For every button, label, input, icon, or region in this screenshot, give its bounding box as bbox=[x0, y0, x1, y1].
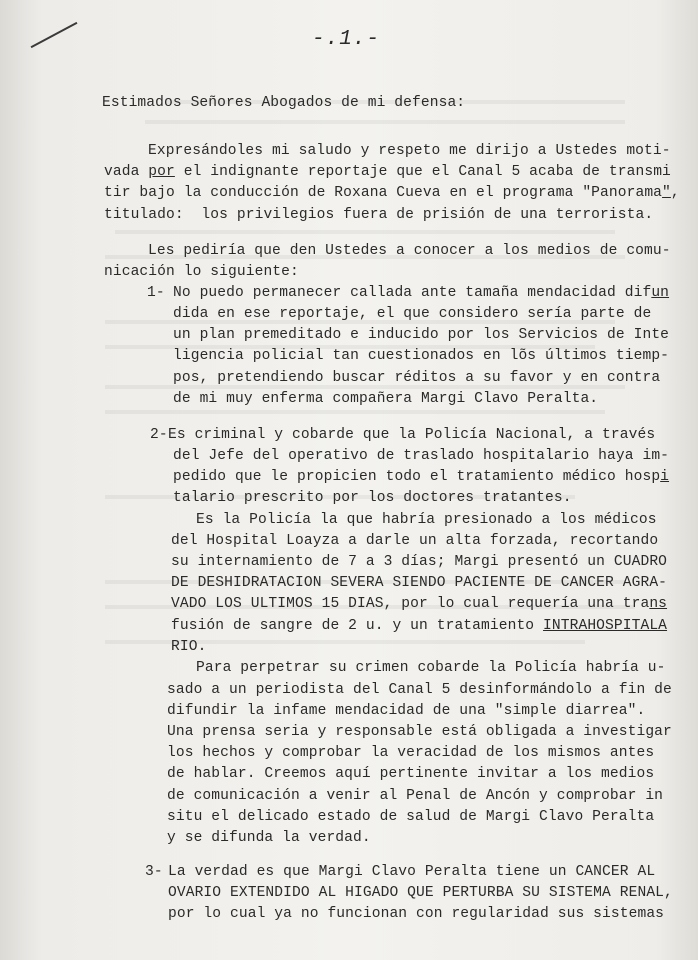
text-line: VADO LOS ULTIMOS 15 DIAS, por lo cual requería una trans bbox=[171, 596, 668, 612]
text-line: un plan premeditado e inducido por los Servicios de Inte bbox=[173, 327, 670, 343]
text-line: los hechos y comprobar la veracidad de los mismos antes bbox=[167, 745, 655, 761]
text-line: Una prensa seria y responsable está obligada a investigar bbox=[167, 724, 672, 740]
text-line: RIO. bbox=[171, 639, 207, 655]
text-line: del Jefe del operativo de traslado hospitalario haya im- bbox=[173, 448, 670, 464]
text-line: situ el delicado estado de salud de Margi Clavo Peralta bbox=[167, 809, 655, 825]
list-marker: 1- bbox=[147, 285, 165, 301]
text-line: dida en ese reportaje, el que considero sería parte de bbox=[173, 306, 652, 322]
text-line: OVARIO EXTENDIDO AL HIGADO QUE PERTURBA SU SISTEMA RENAL, bbox=[168, 885, 673, 901]
text-line: La verdad es que Margi Clavo Peralta tiene un CANCER AL bbox=[168, 864, 656, 880]
text-line: tir bajo la conducción de Roxana Cueva en el programa "Panorama", bbox=[104, 185, 680, 201]
text-line: talario prescrito por los doctores tratantes. bbox=[173, 490, 572, 506]
text-line: pos, pretendiendo buscar réditos a su favor y en contra bbox=[173, 370, 661, 386]
text-line: DE DESHIDRATACION SEVERA SIENDO PACIENTE DE CANCER AGRA- bbox=[171, 575, 668, 591]
list-marker: 2- bbox=[150, 427, 168, 443]
text-line: Les pediría que den Ustedes a conocer a los medios de comu- bbox=[148, 243, 671, 259]
text-line: de comunicación a venir al Penal de Ancón y comprobar in bbox=[167, 788, 664, 804]
text-line: difundir la infame mendacidad de una "simple diarrea". bbox=[167, 703, 646, 719]
text-line: Es criminal y cobarde que la Policía Nacional, a través bbox=[168, 427, 656, 443]
text-line: nicación lo siguiente: bbox=[104, 264, 299, 280]
text-line: del Hospital Loayza a darle un alta forzada, recortando bbox=[171, 533, 659, 549]
text-line: fusión de sangre de 2 u. y un tratamiento INTRAHOSPITALA bbox=[171, 618, 668, 634]
text-line: Es la Policía la que habría presionado a los médicos bbox=[196, 512, 657, 528]
text-line: vada por el indignante reportaje que el Canal 5 acaba de transmi bbox=[104, 164, 671, 180]
text-line: y se difunda la verdad. bbox=[167, 830, 371, 846]
text-line: titulado: los privilegios fuera de prisión de una terrorista. bbox=[104, 207, 654, 223]
text-line: su internamiento de 7 a 3 días; Margi presentó un CUADRO bbox=[171, 554, 668, 570]
page-number: -.1.- bbox=[312, 28, 381, 51]
text-line: ligencia policial tan cuestionados en lõs últimos tiemp- bbox=[173, 348, 670, 364]
pen-mark bbox=[31, 22, 78, 48]
text-line: Expresándoles mi saludo y respeto me dirijo a Ustedes moti- bbox=[148, 143, 671, 159]
greeting-line: Estimados Señores Abogados de mi defensa: bbox=[102, 95, 466, 111]
text-line: por lo cual ya no funcionan con regularidad sus sistemas bbox=[168, 906, 665, 922]
text-line: No puedo permanecer callada ante tamaña mendacidad difun bbox=[173, 285, 670, 301]
text-line: sado a un periodista del Canal 5 desinformándolo a fin de bbox=[167, 682, 672, 698]
text-line: pedido que le propicien todo el tratamiento médico hospi bbox=[173, 469, 670, 485]
text-line: de mi muy enferma compañera Margi Clavo Peralta. bbox=[173, 391, 599, 407]
text-line: Para perpetrar su crimen cobarde la Policía habría u- bbox=[196, 660, 666, 676]
text-line: de hablar. Creemos aquí pertinente invitar a los medios bbox=[167, 766, 655, 782]
list-marker: 3- bbox=[145, 864, 163, 880]
